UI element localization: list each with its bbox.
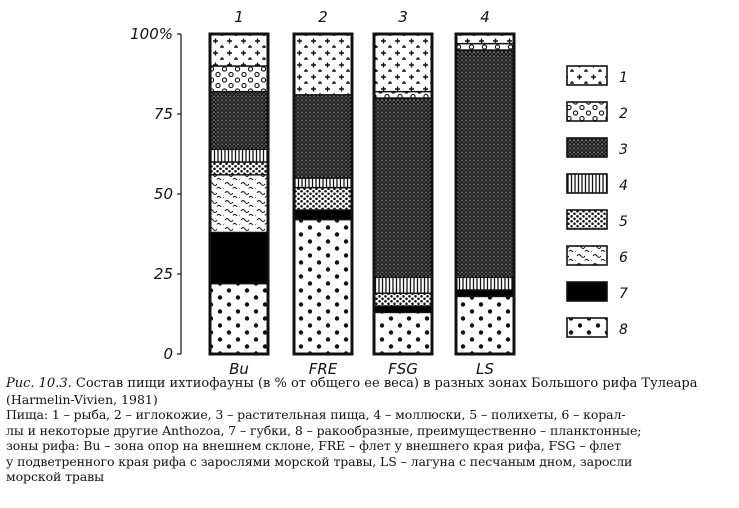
bar-column — [294, 8, 352, 378]
legend-item — [567, 246, 628, 266]
bar-segment — [210, 162, 268, 175]
bar-segment — [374, 293, 432, 306]
legend-item — [567, 318, 628, 338]
caption-line: лы и некоторые другие Anthozoa, 7 – губки, 8 – ракообразные, преимущественно – планктонные; — [6, 422, 642, 438]
bar-segment — [294, 220, 352, 354]
bar-segment — [374, 98, 432, 277]
bar-segment — [294, 178, 352, 188]
column-label: FSG — [388, 360, 418, 378]
legend-label: 7 — [619, 286, 628, 302]
bar-segment — [374, 34, 432, 92]
legend-label: 4 — [619, 178, 628, 194]
legend-swatch — [567, 318, 607, 337]
y-tick-label: 75 — [153, 105, 173, 123]
bar-segment — [374, 312, 432, 354]
legend-label: 5 — [619, 214, 628, 230]
bar-segment — [294, 34, 352, 95]
y-tick-label: 0 — [163, 345, 173, 363]
legend-label: 2 — [619, 106, 628, 122]
legend-item — [567, 138, 628, 158]
bar-segment — [294, 210, 352, 220]
caption-line: у подветренного края рифа с зарослями морской травы, LS – лагуна с песчаным дном, заросли — [6, 453, 633, 469]
bar-segment — [294, 95, 352, 178]
caption-title — [6, 376, 734, 392]
figure-caption — [6, 376, 734, 485]
bar-segment — [294, 188, 352, 210]
legend-swatch — [567, 66, 607, 85]
legend-item — [567, 102, 628, 122]
legend-swatch — [567, 282, 607, 301]
legend-swatch — [567, 138, 607, 157]
bar-segment — [210, 175, 268, 233]
bar-segment — [456, 277, 514, 290]
legend-item — [567, 210, 628, 230]
bar-segment — [374, 277, 432, 293]
bar-segment — [456, 296, 514, 354]
y-tick-label: 50 — [153, 185, 173, 203]
y-tick-label: 25 — [153, 265, 173, 283]
bar-segment — [210, 92, 268, 150]
column-number: 3 — [398, 8, 408, 26]
caption-line: зоны рифа: Bu – зона опор на внешнем склоне, FRE – флет у внешнего края рифа, FSG – флет — [6, 438, 621, 453]
bar-column — [374, 8, 432, 378]
bar-column — [210, 8, 268, 378]
legend-item — [567, 174, 628, 194]
bar-column — [456, 8, 514, 378]
bar-segment — [456, 290, 514, 296]
legend-swatch — [567, 174, 607, 193]
column-number: 2 — [318, 8, 328, 26]
bar-segment — [210, 284, 268, 354]
caption-line: Пища: 1 – рыба, 2 – иглокожие, 3 – растительная пища, 4 – моллюски, 5 – полихеты, 6 – корал- — [6, 407, 626, 422]
legend-swatch — [567, 102, 607, 121]
bar-segment — [210, 34, 268, 66]
bars — [210, 8, 514, 378]
bar-segment — [456, 50, 514, 277]
legend-label: 8 — [619, 322, 628, 338]
legend-swatch — [567, 210, 607, 229]
bar-segment — [456, 44, 514, 50]
legend-label: 6 — [619, 250, 628, 266]
column-number: 4 — [480, 8, 490, 26]
caption-label: Рис. 10.3. — [6, 376, 72, 391]
column-label: FRE — [308, 360, 338, 378]
legend-item — [567, 66, 628, 86]
legend-swatch — [567, 246, 607, 265]
caption-body — [6, 407, 734, 485]
bar-segment — [374, 92, 432, 98]
legend-item — [567, 282, 628, 302]
caption-line: морской травы — [6, 469, 104, 484]
caption-title-text: Состав пищи ихтиофауны (в % от общего ее веса) в разных зонах Большого рифа Тулеара — [71, 376, 698, 391]
bar-segment — [374, 306, 432, 312]
caption-source: (Harmelin-Vivien, 1981) — [6, 391, 158, 407]
bar-segment — [210, 149, 268, 162]
column-number: 1 — [234, 8, 244, 26]
legend-label: 3 — [619, 142, 628, 158]
y-axis — [130, 25, 181, 363]
y-tick-label: 100% — [130, 25, 173, 43]
legend — [567, 66, 628, 338]
legend-label: 1 — [619, 70, 628, 86]
bar-segment — [210, 66, 268, 92]
column-label: LS — [476, 360, 494, 378]
column-label: Bu — [229, 360, 249, 378]
bar-segment — [210, 232, 268, 283]
